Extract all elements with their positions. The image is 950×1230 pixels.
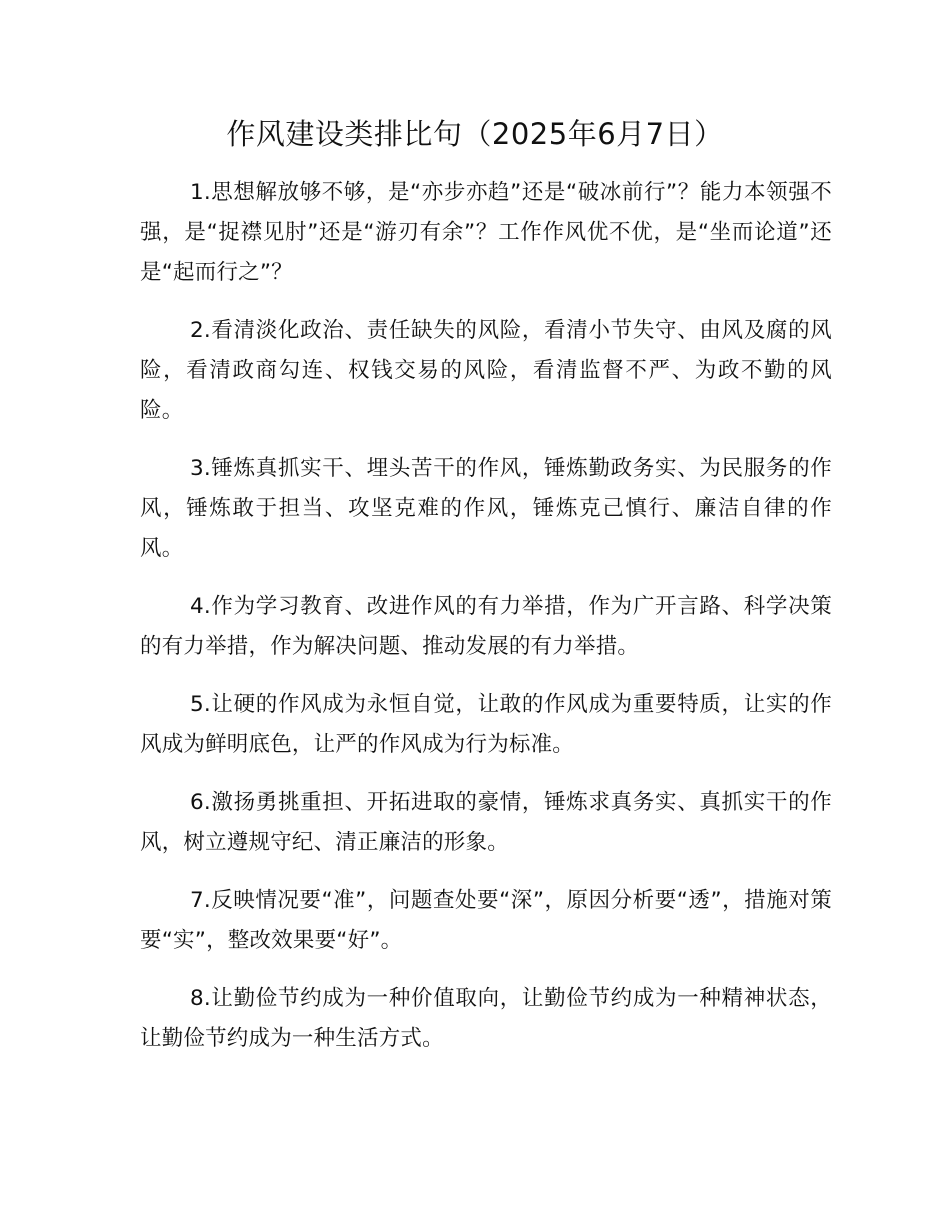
paragraph-7: 7.反映情况要“准”，问题查处要“深”，原因分析要“透”，措施对策要“实”，整改效果要“好”。 xyxy=(140,888,832,953)
paragraph-1: 1.思想解放够不够，是“亦步亦趋”还是“破冰前行”？能力本领强不强，是“捉襟见肘”还是“游刃有余”？工作作风优不优，是“坐而论道”还是“起而行之”？ xyxy=(140,180,832,285)
paragraph-8: 8.让勤俭节约成为一种价值取向，让勤俭节约成为一种精神状态，让勤俭节约成为一种生活方式。 xyxy=(140,986,832,1051)
paragraph-6: 6.激扬勇挑重担、开拓进取的豪情，锤炼求真务实、真抓实干的作风，树立遵规守纪、清正廉洁的形象。 xyxy=(140,790,832,855)
paragraph-2: 2.看清淡化政治、责任缺失的风险，看清小节失守、由风及腐的风险，看清政商勾连、权钱交易的风险，看清监督不严、为政不勤的风险。 xyxy=(140,318,832,423)
paragraph-4: 4.作为学习教育、改进作风的有力举措，作为广开言路、科学决策的有力举措，作为解决问题、推动发展的有力举措。 xyxy=(140,594,832,659)
page-title: 作风建设类排比句（2025年6月7日） xyxy=(226,117,724,151)
paragraph-3: 3.锤炼真抓实干、埋头苦干的作风，锤炼勤政务实、为民服务的作风，锤炼敢于担当、攻坚克难的作风，锤炼克己慎行、廉洁自律的作风。 xyxy=(140,456,832,561)
paragraph-5: 5.让硬的作风成为永恒自觉，让敢的作风成为重要特质，让实的作风成为鲜明底色，让严的作风成为行为标准。 xyxy=(140,692,832,757)
document-body xyxy=(140,173,832,1077)
